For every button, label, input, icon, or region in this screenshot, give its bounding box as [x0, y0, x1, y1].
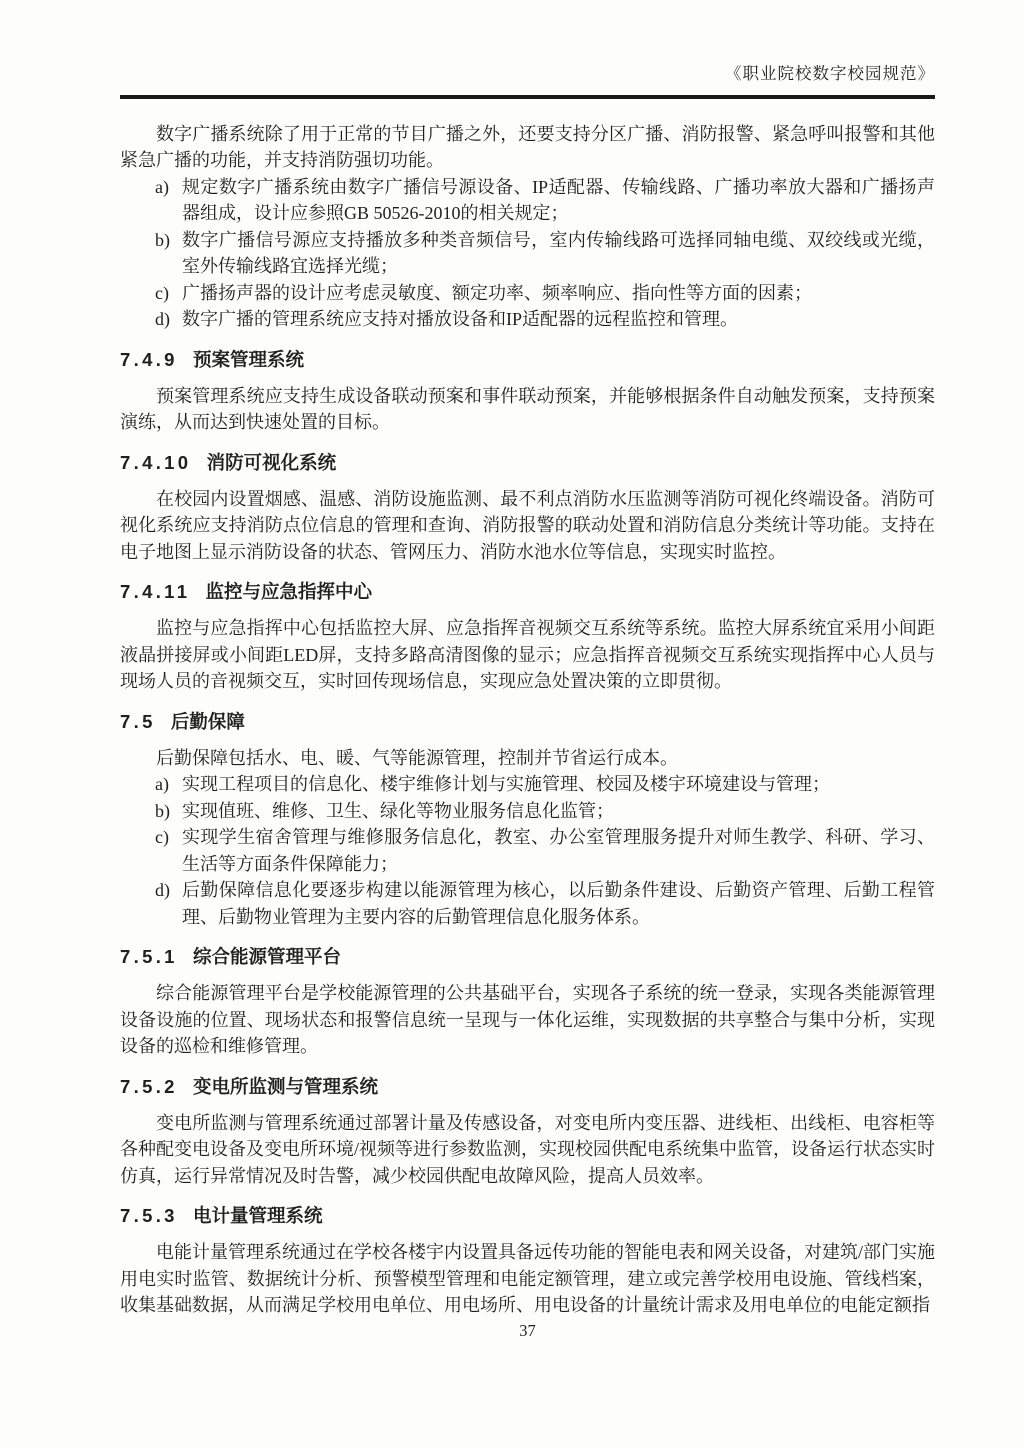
header-rule [120, 95, 935, 99]
list-item [155, 824, 935, 877]
section-title: 综合能源管理平台 [192, 946, 341, 967]
list-item-label: d) [155, 309, 170, 329]
list-item-text: 广播扬声器的设计应考虑灵敏度、额定功率、频率响应、指向性等方面的因素； [182, 282, 812, 303]
paragraph-7-5-3: 电能计量管理系统通过在学校各楼宇内设置具备远传功能的智能电表和网关设备，对建筑/部门实施用电实时监管、数据统计分析、预警模型管理和电能定额管理，建立或完善学校用电设施、管线档案，收集基础数据，从而满足学校用电单位、用电场所、用电设备的计量统计需求及用电单位的电能定额指 [120, 1242, 935, 1315]
list-item-text: 数字广播信号源应支持播放多种类音频信号，室内传输线路可选择同轴电缆、双绞线或光缆，室外传输线路宜选择光缆； [182, 229, 935, 276]
list-item [155, 227, 935, 280]
paragraph-7-4-11: 监控与应急指挥中心包括监控大屏、应急指挥音视频交互系统等系统。监控大屏系统宜采用小间距液晶拼接屏或小间距LED屏，支持多路高清图像的显示；应急指挥音视频交互系统实现指挥中心人员与现场人员的音视频交互，实时回传现场信息，实现应急处置决策的立即贯彻。 [120, 618, 935, 691]
section-heading-7-5-1 [120, 944, 935, 970]
list-item-label: a) [155, 176, 169, 197]
list-item-text: 规定数字广播系统由数字广播信号源设备、IP适配器、传输线路、广播功率放大器和广播扬声器组成，设计应参照GB 50526-2010的相关规定； [182, 176, 935, 223]
section-heading-7-5-3 [120, 1203, 935, 1229]
section-heading-7-4-10 [120, 450, 935, 476]
list-item-label: c) [155, 827, 169, 847]
list-logistics [155, 771, 935, 930]
section-number: 7.4.10 [120, 451, 192, 473]
section-title: 监控与应急指挥中心 [205, 581, 373, 602]
paragraph-7-4-10: 在校园内设置烟感、温感、消防设施监测、最不利点消防水压监测等消防可视化终端设备。消防可视化系统应支持消防点位信息的管理和查询、消防报警的联动处置和消防信息分类统计等功能。支持在电子地图上显示消防设备的状态、管网压力、消防水池水位等信息，实现实时监控。 [120, 488, 935, 562]
section-number: 7.5 [120, 710, 156, 732]
list-item-label: b) [155, 229, 170, 250]
list-item-text: 实现值班、维修、卫生、绿化等物业服务信息化监管； [182, 800, 614, 821]
list-item [155, 877, 935, 930]
section-title: 电计量管理系统 [192, 1205, 323, 1226]
section-heading-7-5-2 [120, 1074, 935, 1100]
paragraph-7-5-2: 变电所监测与管理系统通过部署计量及传感设备，对变电所内变压器、进线柜、出线柜、电容柜等各种配变电设备及变电所环境/视频等进行参数监测，实现校园供配电系统集中监管，设备运行状态实时仿真，运行异常情况及时告警，减少校园供配电故障风险，提高人员效率。 [120, 1112, 935, 1186]
section-title: 变电所监测与管理系统 [192, 1075, 378, 1097]
paragraph-7-5-1: 综合能源管理平台是学校能源管理的公共基础平台，实现各子系统的统一登录，实现各类能源管理设备设施的位置、现场状态和报警信息统一呈现与一体化运维，实现数据的共享整合与集中分析，实现设备的巡检和维修管理。 [120, 983, 935, 1056]
list-item [155, 174, 935, 227]
section-number: 7.5.2 [120, 1075, 178, 1097]
section-number: 7.4.11 [120, 581, 191, 602]
section-heading-7-4-11 [120, 579, 935, 605]
section-heading-7-4-9 [120, 347, 935, 373]
header-title: 《职业院校数字校园规范》 [725, 64, 935, 83]
section-number: 7.5.1 [120, 946, 178, 967]
list-item [155, 771, 935, 798]
list-item-text: 实现学生宿舍管理与维修服务信息化，教室、办公室管理服务提升对师生教学、科研、学习、生活等方面条件保障能力； [182, 827, 935, 874]
page-header [120, 62, 935, 95]
list-item-text: 实现工程项目的信息化、楼宇维修计划与实施管理、校园及楼宇环境建设与管理； [182, 774, 830, 794]
page-number: 37 [519, 1321, 536, 1340]
section-number: 7.5.3 [120, 1205, 178, 1226]
document-body [120, 121, 935, 1319]
list-item-text: 数字广播的管理系统应支持对播放设备和IP适配器的远程监控和管理。 [182, 309, 739, 329]
section-heading-7-5 [120, 709, 935, 735]
list-item [155, 306, 935, 333]
section-title: 后勤保障 [170, 710, 245, 732]
list-digital-broadcast [155, 174, 935, 333]
list-item [155, 280, 935, 307]
paragraph-digital-broadcast: 数字广播系统除了用于正常的节目广播之外，还要支持分区广播、消防报警、紧急呼叫报警和其他紧急广播的功能，并支持消防强切功能。 [120, 123, 935, 170]
section-number: 7.4.9 [120, 348, 178, 370]
list-item [155, 798, 935, 825]
section-title: 预案管理系统 [192, 348, 304, 370]
list-item-text: 后勤保障信息化要逐步构建以能源管理为核心，以后勤条件建设、后勤资产管理、后勤工程管理、后勤物业管理为主要内容的后勤管理信息化服务体系。 [182, 880, 935, 927]
list-item-label: d) [155, 880, 170, 900]
list-item-label: c) [155, 282, 169, 303]
list-item-label: a) [155, 774, 169, 794]
paragraph-7-4-9: 预案管理系统应支持生成设备联动预案和事件联动预案，并能够根据条件自动触发预案，支持预案演练，从而达到快速处置的目标。 [120, 385, 935, 432]
paragraph-7-5: 后勤保障包括水、电、暖、气等能源管理，控制并节省运行成本。 [156, 747, 678, 768]
list-item-label: b) [155, 800, 170, 821]
page-footer [120, 1321, 935, 1341]
section-title: 消防可视化系统 [206, 451, 337, 473]
